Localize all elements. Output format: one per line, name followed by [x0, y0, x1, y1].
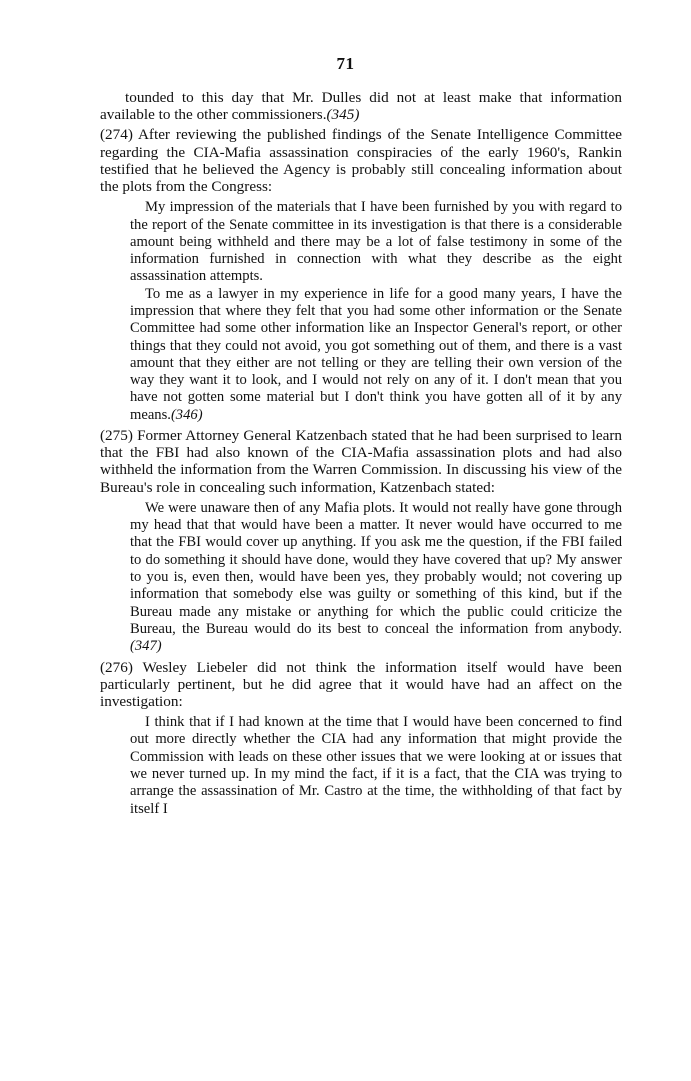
block-quote-katzenbach [130, 500, 622, 656]
text-column [100, 89, 622, 818]
paragraph-text: (276) Wesley Liebeler did not think the information itself would have been particularly pertinent, but he did agree that it would have had an affect on the investigation: [100, 658, 622, 710]
paragraph-text: tounded to this day that Mr. Dulles did not at least make that information available to the other commissioners. [100, 89, 622, 124]
quote-text: My impression of the materials that I have been furnished by you with regard to the report of the Senate committee in its investigation is that there is a considerable amount being withheld and there may be a lot of false testimony in some of the information furnished in connection with what they describe as the eight assassination attempts. [130, 199, 622, 285]
footnote-citation: (346) [170, 406, 203, 423]
quote-paragraph [130, 199, 622, 285]
block-quote-rankin [130, 199, 622, 424]
quote-text: To me as a lawyer in my experience in life for a good many years, I have the impression that where they felt that you had some other information or the Senate Committee had some other information like an Inspector General's report, or other things that they could not avoid, you got something out of them, and there is a vast amount that they either are not telling or they are telling their own version of the way they want it to look, and I would not rely on any of it. I don't mean that you have not gotten some material but I don't think you have gotten all of it by any means. [130, 285, 622, 423]
paragraph-275 [100, 427, 622, 496]
paragraph-274 [100, 126, 622, 195]
quote-text: I think that if I had known at the time that I would have been concerned to find out more directly whether the CIA had any information that might provide the Commission with leads on these other issues that we were looking at or issues that we never turned up. In my mind the fact, if it is a fact, that the CIA was trying to arrange the assassination of Mr. Castro at the time, the withholding of that fact by itself I [130, 714, 622, 817]
page-number: 71 [336, 54, 355, 73]
quote-paragraph [130, 714, 622, 818]
paragraph-276 [100, 659, 622, 711]
paragraph-text: (274) After reviewing the published findings of the Senate Intelligence Committee regarding the CIA-Mafia assassination conspiracies of the early 1960's, Rankin testified that he believed the Agency is probably still concealing information about the plots from the Congress: [100, 126, 622, 196]
block-quote-liebeler [130, 714, 622, 818]
quote-text: We were unaware then of any Mafia plots. It would not really have gone through my head that that would have been a matter. It never would have occurred to me that the FBI would cover up anything. If you ask me the question, if the FBI failed to do something it should have done, would they have covered that up? My answer to you is, even then, would have been yes, they probably would; not covering up information that somebody else was guilty or something of this kind, but if the Bureau made any mistake or anything for which the public could criticize the Bureau, the Bureau would do its best to conceal the information from anybody. [130, 499, 622, 637]
footnote-citation: (347) [130, 638, 162, 655]
continuation-paragraph [100, 89, 622, 123]
paragraph-text: (275) Former Attorney General Katzenbach stated that he had been surprised to learn that the FBI had also known of the CIA-Mafia assassination plots and had also withheld the information from the Warren Commission. In discussing his view of the Bureau's role in concealing such information, Katzenbach stated: [100, 427, 622, 496]
footnote-citation: (345) [326, 106, 360, 124]
quote-paragraph [130, 286, 622, 424]
quote-paragraph [130, 500, 622, 656]
